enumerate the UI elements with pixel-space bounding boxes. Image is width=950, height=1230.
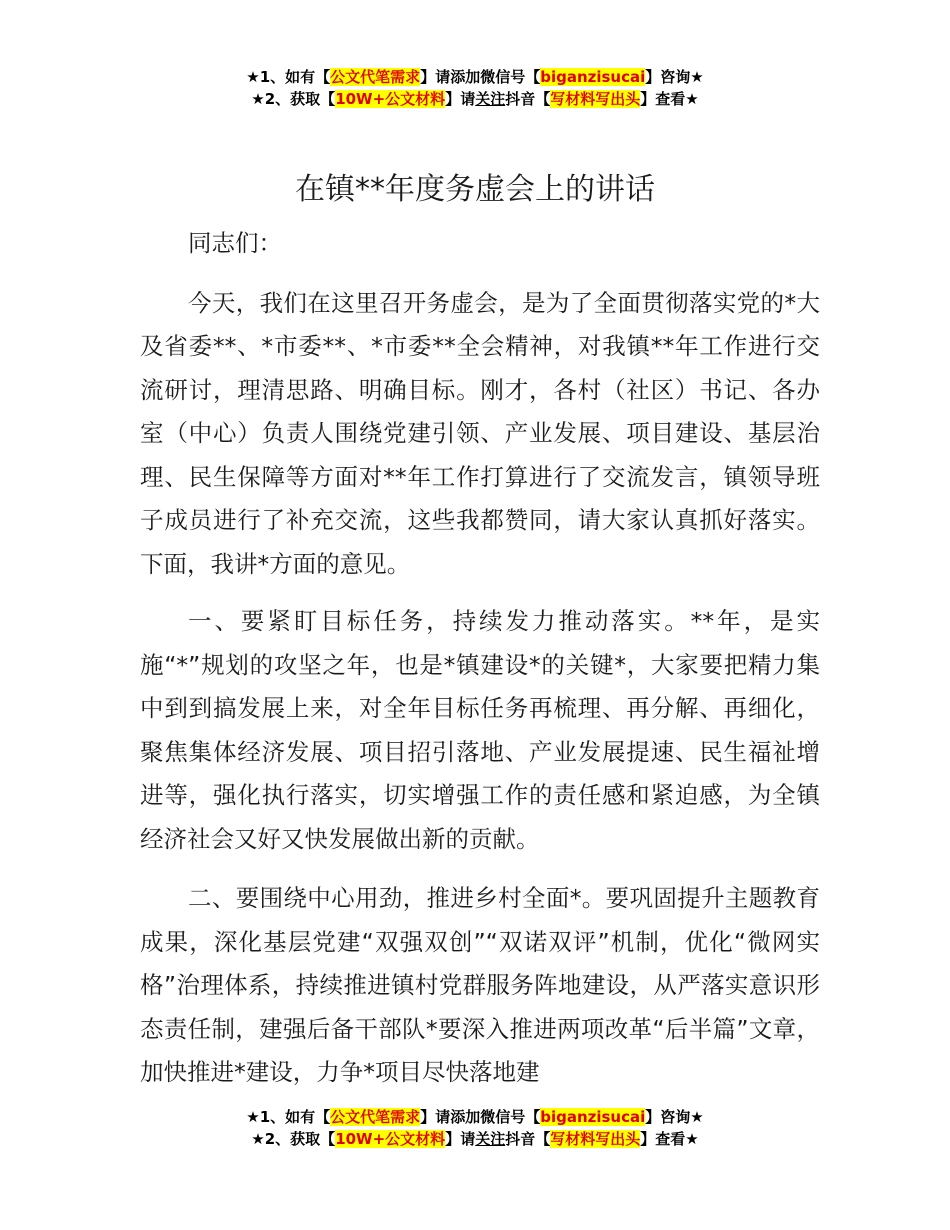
document-title: 在镇**年度务虚会上的讲话 (295, 172, 655, 207)
paragraph-point-one: 一、要紧盯目标任务，持续发力推动落实。**年，是实施“*”规划的攻坚之年，也是*镇建设*的关键*，大家要把精力集中到到搞发展上来，对全年目标任务再梳理、再分解、再细化，聚焦集体经济发展、项目招引落地、产业发展提速、民生福祉增进等，强化执行落实，切实增强工作的责任感和紧迫感，为全镇经济社会又好又快发展做出新的贡献。 (140, 607, 820, 853)
banner-text: ★2、获取【 (251, 90, 336, 108)
banner-highlight: 10W+公文材料 (335, 90, 446, 108)
document-body (140, 222, 820, 1095)
footer-banner-line-2 (0, 1128, 950, 1150)
banner-text: ★1、如有【 (246, 68, 331, 86)
banner-highlight: 公文代笔需求 (330, 68, 421, 86)
greeting: 同志们： (188, 229, 282, 257)
banner-text: 】请 (445, 90, 476, 108)
banner-highlight: 10W+公文材料 (335, 1130, 446, 1148)
banner-text: 】请添加微信号【 (420, 1108, 541, 1126)
header-banner-line-1 (0, 66, 950, 88)
paragraph-point-two: 二、要围绕中心用劲，推进乡村全面*。要巩固提升主题教育成果，深化基层党建“双强双创”“双诺双评”机制，优化“微网实格”治理体系，持续推进镇村党群服务阵地建设，从严落实意识形态责任制，建强后备干部队*要深入推进两项改革“后半篇”文章，加快推进*建设，力争*项目尽快落地建 (140, 884, 820, 1086)
banner-highlight: 公文代笔需求 (330, 1108, 421, 1126)
banner-text: ★2、获取【 (251, 1130, 336, 1148)
banner-text: ★1、如有【 (246, 1108, 331, 1126)
banner-underlined-text: 关注 (475, 90, 506, 108)
banner-text: 】请 (445, 1130, 476, 1148)
banner-text: 】查看★ (640, 1130, 699, 1148)
footer-banner-line-1 (0, 1106, 950, 1128)
banner-text: 】查看★ (640, 90, 699, 108)
banner-text: 】咨询★ (645, 68, 704, 86)
banner-text: 】请添加微信号【 (420, 68, 541, 86)
banner-highlight-wechat-id: biganzisucai (540, 1108, 646, 1126)
banner-text: 】咨询★ (645, 1108, 704, 1126)
paragraph-intro: 今天，我们在这里召开务虚会，是为了全面贯彻落实党的*大及省委**、*市委**、*市委**全会精神，对我镇**年工作进行交流研讨，理清思路、明确目标。刚才，各村（社区）书记、各办室（中心）负责人围绕党建引领、产业发展、项目建设、基层治理、民生保障等方面对**年工作打算进行了交流发言，镇领导班子成员进行了补充交流，这些我都赞同，请大家认真抓好落实。下面，我讲*方面的意见。 (140, 288, 820, 578)
banner-text: 抖音【 (505, 90, 551, 108)
banner-highlight-account: 写材料写出头 (550, 1130, 641, 1148)
header-banner-line-2 (0, 88, 950, 110)
banner-highlight-account: 写材料写出头 (550, 90, 641, 108)
banner-underlined-text: 关注 (475, 1130, 506, 1148)
banner-highlight-wechat-id: biganzisucai (540, 68, 646, 86)
banner-text: 抖音【 (505, 1130, 551, 1148)
footer-banner (0, 1106, 950, 1150)
header-banner (0, 66, 950, 110)
